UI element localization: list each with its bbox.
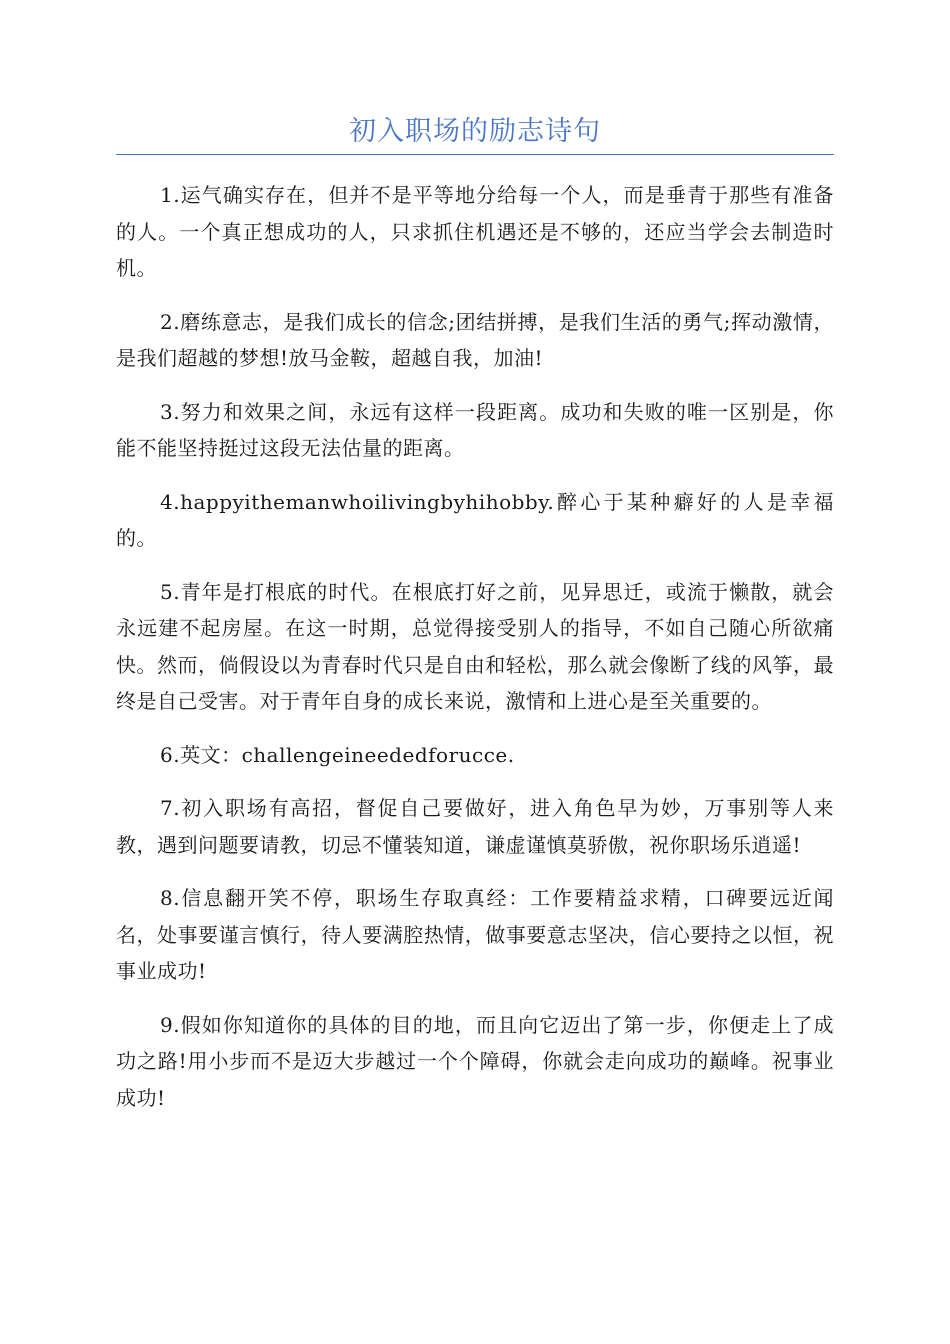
paragraph-1: 1.运气确实存在，但并不是平等地分给每一个人，而是垂青于那些有准备的人。一个真正想成功的人，只求抓住机遇还是不够的，还应当学会去制造时机。: [116, 183, 834, 280]
page-title: 初入职场的励志诗句: [349, 116, 601, 147]
document-body: [116, 177, 834, 1133]
paragraph-8: 8.信息翻开笑不停，职场生存取真经：工作要精益求精，口碑要远近闻名，处事要谨言慎行，待人要满腔热情，做事要意志坚决，信心要持之以恒，祝事业成功!: [116, 886, 834, 983]
title-underline: [116, 154, 834, 155]
paragraph-4: 4.happyithemanwhoilivingbyhihobby.醉心于某种癖好的人是幸福的。: [116, 489, 834, 550]
paragraph-5: 5.青年是打根底的时代。在根底打好之前，见异思迁，或流于懒散，就会永远建不起房屋。在这一时期，总觉得接受别人的指导，不如自己随心所欲痛快。然而，倘假设以为青春时代只是自由和轻松，那么就会像断了线的风筝，最终是自己受害。对于青年自身的成长来说，激情和上进心是至关重要的。: [116, 579, 834, 713]
paragraph-6: 6.英文：challengeineededforucce.: [160, 742, 515, 767]
paragraph-7: 7.初入职场有高招，督促自己要做好，进入角色早为妙，万事别等人来教，遇到问题要请教，切忌不懂装知道，谦虚谨慎莫骄傲，祝你职场乐逍遥!: [116, 796, 834, 857]
paragraph-3: 3.努力和效果之间，永远有这样一段距离。成功和失败的唯一区别是，你能不能坚持挺过这段无法估量的距离。: [116, 399, 834, 460]
paragraph-9: 9.假如你知道你的具体的目的地，而且向它迈出了第一步，你便走上了成功之路!用小步而不是迈大步越过一个个障碍，你就会走向成功的巅峰。祝事业成功!: [116, 1012, 834, 1110]
paragraph-2: 2.磨练意志，是我们成长的信念;团结拼搏，是我们生活的勇气;挥动激情，是我们超越的梦想!放马金鞍，超越自我，加油!: [116, 309, 834, 370]
